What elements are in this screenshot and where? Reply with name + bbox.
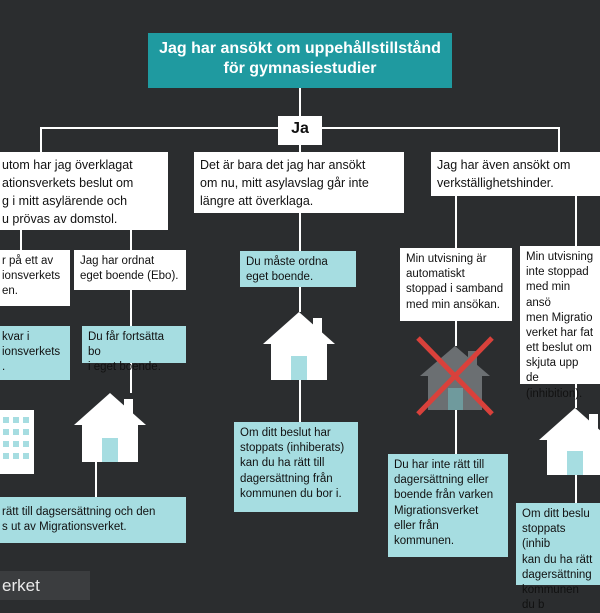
right-sub-b: Min utvisning inte stoppad med min ansö men Migratio verket har fat ett beslut om skjuta upp de (inhibition). (520, 246, 600, 384)
middle-question: Det är bara det jag har ansökt om nu, mitt asylavslag går inte längre att överklaga. (194, 152, 404, 213)
left-sub-b: Jag har ordnat eget boende (Ebo). (74, 250, 186, 290)
right-sub-b-outcome: Om ditt beslu stoppats (inhib kan du ha rätt dagersättning kommunen du b (516, 503, 600, 585)
house-icon-right (539, 408, 600, 475)
middle-outcome: Om ditt beslut har stoppats (inhiberats) kan du ha rätt till dagersättning från kommunen du bor i. (234, 422, 358, 512)
left-question: utom har jag överklagat ationsverkets beslut om g i mitt asylärende och u prövas av domstol. (0, 152, 168, 230)
left-outcome: rätt till dagsersättning och den s ut av Migrationsverket. (0, 497, 186, 543)
crossed-house-icon (418, 338, 492, 414)
right-question: Jag har även ansökt om verkställighetshinder. (431, 152, 600, 196)
left-sub-a-result: kvar i ionsverkets . (0, 326, 70, 380)
answer-ja: Ja (278, 116, 322, 145)
right-sub-a: Min utvisning är automatiskt stoppad i samband med min ansökan. (400, 248, 512, 321)
house-icon-middle (263, 312, 335, 380)
diagram-title: Jag har ansökt om uppehållstillstånd för gymnasiestudier (148, 33, 452, 88)
left-sub-b-result: Du får fortsätta bo i eget boende. (82, 326, 186, 363)
right-sub-a-outcome: Du har inte rätt till dagersättning eller boende från varken Migrationsverket eller från kommunen. (388, 454, 508, 557)
apartment-building-icon (0, 410, 34, 474)
middle-result: Du måste ordna eget boende. (240, 251, 356, 287)
house-icon-left (74, 393, 146, 462)
footer-caption: erket (0, 571, 90, 600)
left-sub-a: r på ett av ionsverkets en. (0, 250, 70, 306)
